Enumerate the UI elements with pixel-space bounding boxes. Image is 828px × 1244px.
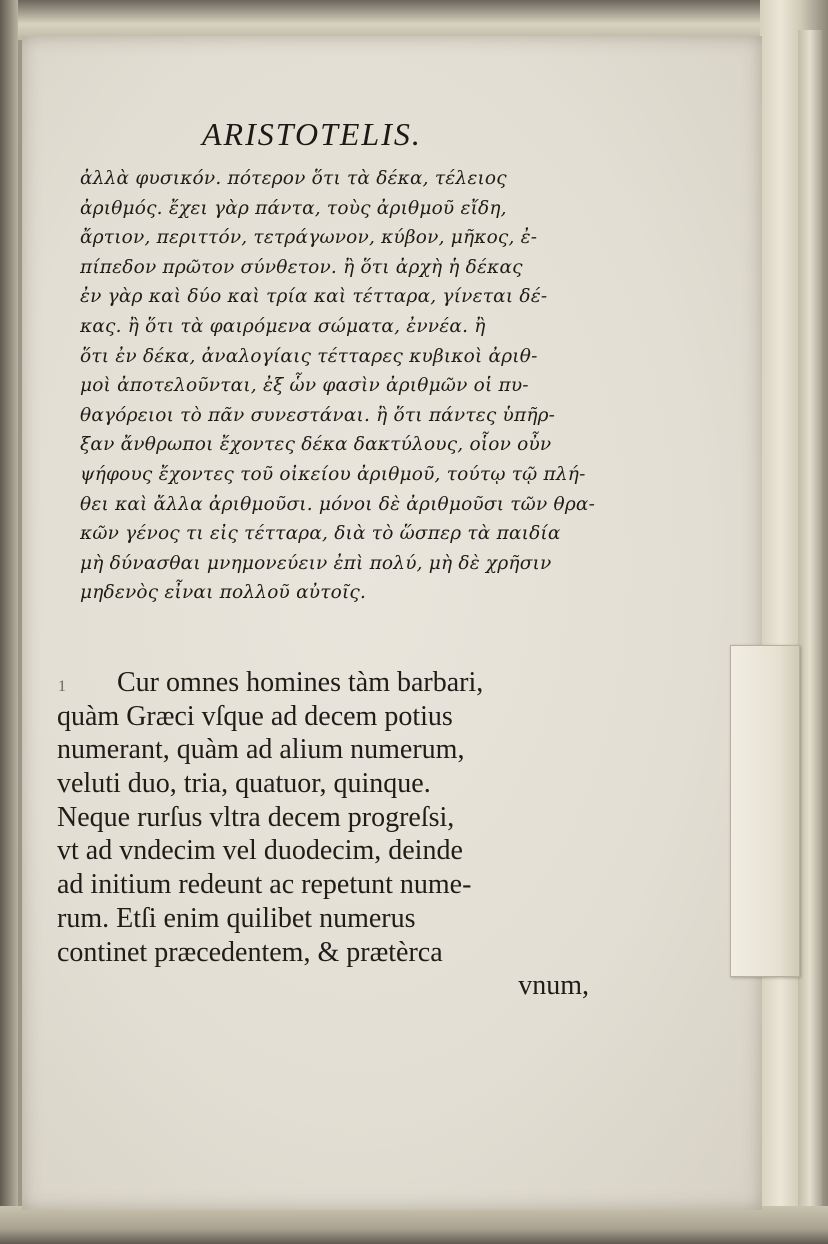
latin-line: continet præcedentem, & prætèrca bbox=[57, 936, 443, 968]
greek-text-block bbox=[80, 164, 640, 608]
running-head: ARISTOTELIS. bbox=[202, 116, 422, 152]
latin-line: quàm Græci vſque ad decem potius bbox=[57, 700, 453, 732]
latin-line: ad initium redeunt ac repetunt nume- bbox=[57, 869, 472, 901]
greek-line: ἀλλὰ φυσικόν. πότερον ὅτι τὰ δέκα, τέλειος bbox=[80, 168, 507, 189]
binding-spine-strip bbox=[798, 30, 822, 1220]
paper-bookmark-tab bbox=[730, 645, 800, 977]
greek-line: ἐν γὰρ καὶ δύο καὶ τρία καὶ τέτταρα, γίνεται δέ- bbox=[80, 286, 548, 308]
greek-line: μηδενὸς εἶναι πολλοῦ αὐτοῖς. bbox=[80, 582, 367, 604]
greek-line: ξαν ἄνθρωποι ἔχοντες δέκα δακτύλους, οἷον οὖν bbox=[80, 434, 552, 456]
catchword: vnum, bbox=[518, 970, 589, 1002]
binding-top-edge bbox=[0, 0, 828, 40]
binding-left-edge bbox=[0, 0, 18, 1244]
binding-bottom-edge bbox=[0, 1206, 828, 1244]
latin-line: Neque rurſus vltra decem progreſsi, bbox=[57, 801, 455, 833]
greek-line: μὴ δύνασθαι μνημονεύειν ἐπὶ πολύ, μὴ δὲ χρῆσιν bbox=[80, 552, 552, 574]
greek-line: μοὶ ἀποτελοῦνται, ἐξ ὧν φασὶν ἀριθμῶν οἱ πυ- bbox=[80, 375, 529, 397]
latin-line: Cur omnes homines tàm barbari, bbox=[117, 667, 484, 698]
latin-line: veluti duo, tria, quatuor, quinque. bbox=[57, 768, 431, 800]
greek-line: ὅτι ἐν δέκα, ἀναλογίαις τέτταρες κυβικοὶ ἀριθ- bbox=[80, 345, 538, 367]
latin-line: vt ad vndecim vel duodecim, deinde bbox=[57, 835, 463, 867]
book-page bbox=[22, 36, 762, 1210]
latin-text-block bbox=[57, 666, 597, 1003]
marginal-mark: 1 bbox=[58, 678, 66, 695]
greek-line: κας. ἢ ὅτι τὰ φαιρόμενα σώματα, ἐννέα. ἢ bbox=[80, 315, 486, 337]
latin-line: rum. Etſi enim quilibet numerus bbox=[57, 902, 416, 934]
greek-line: ψήφους ἔχοντες τοῦ οἰκείου ἀριθμοῦ, τούτῳ τῷ πλή- bbox=[80, 463, 586, 485]
greek-line: ἀριθμός. ἔχει γὰρ πάντα, τοὺς ἀριθμοῦ εἴδη, bbox=[80, 197, 507, 219]
greek-line: θει καὶ ἄλλα ἀριθμοῦσι. μόνοι δὲ ἀριθμοῦσι τῶν θρα- bbox=[80, 493, 596, 515]
greek-line: πίπεδον πρῶτον σύνθετον. ἢ ὅτι ἀρχὴ ἡ δέκας bbox=[80, 256, 523, 278]
greek-line: ἄρτιον, περιττόν, τετράγωνον, κύβον, μῆκος, ἐ- bbox=[80, 227, 538, 249]
greek-line: κῶν γένος τι εἰς τέτταρα, διὰ τὸ ὥσπερ τὰ παιδία bbox=[80, 523, 561, 545]
latin-line: numerant, quàm ad alium numerum, bbox=[57, 734, 465, 766]
greek-line: θαγόρειοι τὸ πᾶν συνεστάναι. ἢ ὅτι πάντες ὑπῆρ- bbox=[80, 404, 556, 426]
